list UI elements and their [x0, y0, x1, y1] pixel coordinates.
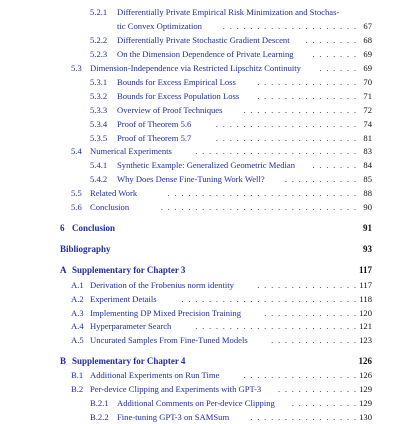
toc-page-number: 70 [363, 77, 372, 87]
toc-leader-dots: . . . . . . . . . . . . . [271, 335, 356, 345]
toc-leader-dots: . . . . . . [319, 63, 356, 73]
toc-entry-number: B.1 [71, 370, 84, 380]
toc-entry-number: 5.3.5 [90, 133, 108, 143]
toc-entry-title[interactable]: Hyperparameter Search [90, 321, 172, 331]
toc-entry[interactable] [0, 117, 402, 131]
toc-leader-dots: . . . . . . . . . . . . . . . [257, 280, 356, 290]
toc-entry[interactable] [0, 33, 402, 47]
toc-entry-number: 5.3.2 [90, 91, 108, 101]
toc-leader-dots: . . . . . . . . . . . . . . . . . [243, 370, 356, 380]
toc-entry-title[interactable]: Bibliography [60, 244, 111, 254]
toc-entry-title[interactable]: Differentially Private Stochastic Gradient Descent [117, 35, 290, 45]
toc-leader-dots: . . . . . . . . [305, 35, 356, 45]
toc-entry-number: 5.2.1 [90, 7, 108, 17]
toc-entry-title[interactable]: Implementing DP Mixed Precision Training [90, 308, 242, 318]
toc-entry-number: 5.4 [71, 146, 82, 156]
toc-entry-title[interactable]: Per-device Clipping and Experiments with GPT-3 [90, 384, 262, 394]
toc-entry[interactable] [0, 396, 402, 410]
toc-page-number: 69 [363, 63, 372, 73]
toc-entry[interactable] [0, 319, 402, 333]
toc-leader-dots: . . . . . . . . . . . . . . . [257, 91, 356, 101]
toc-entry-title[interactable]: Overview of Proof Techniques [117, 105, 223, 115]
toc-leader-dots: . . . . . . . . . . . . . . [264, 308, 356, 318]
toc-leader-dots: . . . . . . . . . . . . . . . . . . . . . [215, 133, 356, 143]
toc-page-number: 85 [363, 174, 372, 184]
toc-leader-dots: . . . . . . . [312, 49, 356, 59]
toc-entry-number: B.2 [71, 384, 84, 394]
toc-leader-dots: . . . . . . . . . . . . . . . . . . . . . . . . . . . . [167, 188, 356, 198]
toc-entry-number: A [60, 265, 67, 275]
toc-entry-title[interactable]: Supplementary for Chapter 4 [72, 356, 186, 366]
toc-entry-title[interactable]: Experiment Details [90, 294, 157, 304]
toc-entry-title[interactable]: Fine-tuning GPT-3 on SAMSum [117, 412, 230, 422]
toc-leader-dots: . . . . . . . . . . . . . . . . . . . . . . . . . . . . . [160, 202, 356, 212]
toc-page-number: 74 [363, 119, 372, 129]
toc-entry[interactable] [0, 103, 402, 117]
toc-page-number: 72 [363, 105, 372, 115]
toc-entry-number: B.2.1 [90, 398, 109, 408]
toc-entry-title[interactable]: Bounds for Excess Population Loss [117, 91, 240, 101]
toc-entry[interactable] [0, 278, 402, 292]
toc-page-number: 83 [363, 146, 372, 156]
toc-entry-number: 5.3 [71, 63, 82, 73]
toc-page-number: 90 [363, 202, 372, 212]
toc-entry-number: A.5 [71, 335, 84, 345]
toc-entry[interactable] [0, 292, 402, 306]
toc-entry-number: 5.3.1 [90, 77, 108, 87]
toc-page-number: 126 [358, 356, 372, 366]
toc-entry[interactable] [0, 186, 402, 200]
toc-leader-dots: . . . . . . . . . . . . [277, 384, 356, 394]
toc-entry[interactable] [0, 306, 402, 320]
toc-page-number: 68 [363, 35, 372, 45]
toc-entry-title[interactable]: Additional Comments on Per-device Clipping [117, 398, 275, 408]
toc-entry-number: A.3 [71, 308, 84, 318]
toc-page-number: 126 [359, 370, 372, 380]
toc-entry[interactable] [0, 368, 402, 382]
toc-entry-number: B.2.2 [90, 412, 109, 422]
toc-entry[interactable] [0, 5, 402, 19]
toc-entry-title[interactable]: Differentially Private Empirical Risk Minimization and Stochas- [117, 7, 340, 17]
toc-leader-dots: . . . . . . . . . . . . . . . [257, 77, 356, 87]
toc-entry-title[interactable]: Uncurated Samples From Fine-Tuned Models [90, 335, 248, 345]
toc-entry-title[interactable]: On the Dimension Dependence of Private Learning [117, 49, 294, 59]
toc-page-number: 81 [363, 133, 372, 143]
toc-entry-title[interactable]: Bounds for Excess Empirical Loss [117, 77, 236, 87]
toc-entry[interactable] [0, 158, 402, 172]
toc-entry-title[interactable]: Numerical Experiments [90, 146, 172, 156]
toc-leader-dots: . . . . . . . . . . . . . . . . . . . . . . . . [195, 321, 356, 331]
toc-entry-title[interactable]: Proof of Theorem 5.7 [117, 133, 192, 143]
toc-leader-dots: . . . . . . . . . . . [284, 174, 356, 184]
toc-chapter-entry[interactable] [0, 221, 402, 235]
toc-entry-title[interactable]: Proof of Theorem 5.6 [117, 119, 192, 129]
toc-entry-number: 6 [60, 223, 65, 233]
toc-page-number: 121 [359, 321, 372, 331]
toc-leader-dots: . . . . . . . . . . . . . . . . . . . . . . . . [195, 146, 356, 156]
toc-page-number: 71 [363, 91, 372, 101]
toc-entry[interactable] [0, 89, 402, 103]
toc-leader-dots: . . . . . . . . . . . . . . . . . . . . . [215, 119, 356, 129]
toc-chapter-entry[interactable] [0, 242, 402, 256]
toc-entry-title[interactable]: Supplementary for Chapter 3 [72, 265, 186, 275]
toc-entry-number: 5.3.3 [90, 105, 108, 115]
toc-entry-number: A.4 [71, 321, 84, 331]
toc-entry-number: 5.2.3 [90, 49, 108, 59]
toc-leader-dots: . . . . . . . . . . [291, 398, 356, 408]
toc-leader-dots: . . . . . . . . . . . . . . . . . . . . [222, 21, 356, 31]
toc-entry[interactable] [0, 144, 402, 158]
toc-page-number: 120 [359, 308, 372, 318]
toc-entry-number: 5.5 [71, 188, 82, 198]
toc-page-number: 117 [359, 280, 372, 290]
toc-page-number: 84 [363, 160, 372, 170]
toc-page-number: 130 [359, 412, 372, 422]
toc-page-number: 67 [363, 21, 372, 31]
toc-entry-title-continued[interactable]: tic Convex Optimization [117, 21, 202, 31]
toc-entry-number: 5.3.4 [90, 119, 108, 129]
toc-entry-title[interactable]: Dimension-Independence via Restricted Lipschitz Continuity [90, 63, 301, 73]
toc-entry-title[interactable]: Synthetic Example: Generalized Geometric Median [117, 160, 296, 170]
toc-page-number: 118 [359, 294, 372, 304]
toc-page-number: 123 [359, 335, 372, 345]
toc-entry-title[interactable]: Conclusion [90, 202, 130, 212]
toc-page-number: 129 [359, 384, 372, 394]
toc-entry[interactable] [0, 382, 402, 396]
toc-page-number: 88 [363, 188, 372, 198]
toc-page-number: 69 [363, 49, 372, 59]
toc-entry[interactable] [0, 200, 402, 214]
toc-entry-number: A.2 [71, 294, 84, 304]
toc-page-number: 129 [359, 398, 372, 408]
toc-page-number: 117 [358, 265, 372, 275]
toc-leader-dots: . . . . . . . . . . . . . . . . . . . . . . . . . . [181, 294, 356, 304]
toc-entry[interactable] [0, 61, 402, 75]
toc-page-number: 93 [363, 244, 372, 254]
toc-entry-title[interactable]: Conclusion [72, 223, 116, 233]
toc-entry[interactable] [0, 75, 402, 89]
toc-entry-continuation[interactable] [0, 19, 402, 33]
toc-entry[interactable] [0, 410, 402, 424]
toc-chapter-entry[interactable] [0, 354, 402, 368]
toc-entry[interactable] [0, 333, 402, 347]
toc-entry-title[interactable]: Derivation of the Frobenius norm identity [90, 280, 234, 290]
toc-chapter-entry[interactable] [0, 263, 402, 277]
toc-entry-number: B [60, 356, 67, 366]
toc-entry-title[interactable]: Why Does Dense Fine-Tuning Work Well? [117, 174, 265, 184]
toc-entry[interactable] [0, 47, 402, 61]
toc-entry-number: 5.4.2 [90, 174, 108, 184]
toc-entry-number: 5.2.2 [90, 35, 108, 45]
toc-entry-title[interactable]: Related Work [90, 188, 138, 198]
toc-entry[interactable] [0, 172, 402, 186]
toc-entry-number: A.1 [71, 280, 84, 290]
toc-leader-dots: . . . . . . . [312, 160, 356, 170]
toc-entry-title[interactable]: Additional Experiments on Run Time [90, 370, 220, 380]
toc-entry-number: 5.6 [71, 202, 82, 212]
toc-leader-dots: . . . . . . . . . . . . . . . . [250, 412, 356, 422]
toc-entry[interactable] [0, 131, 402, 145]
toc-entry-number: 5.4.1 [90, 160, 108, 170]
toc-page-number: 91 [363, 223, 372, 233]
toc-leader-dots: . . . . . . . . . . . . . . . . . [243, 105, 356, 115]
